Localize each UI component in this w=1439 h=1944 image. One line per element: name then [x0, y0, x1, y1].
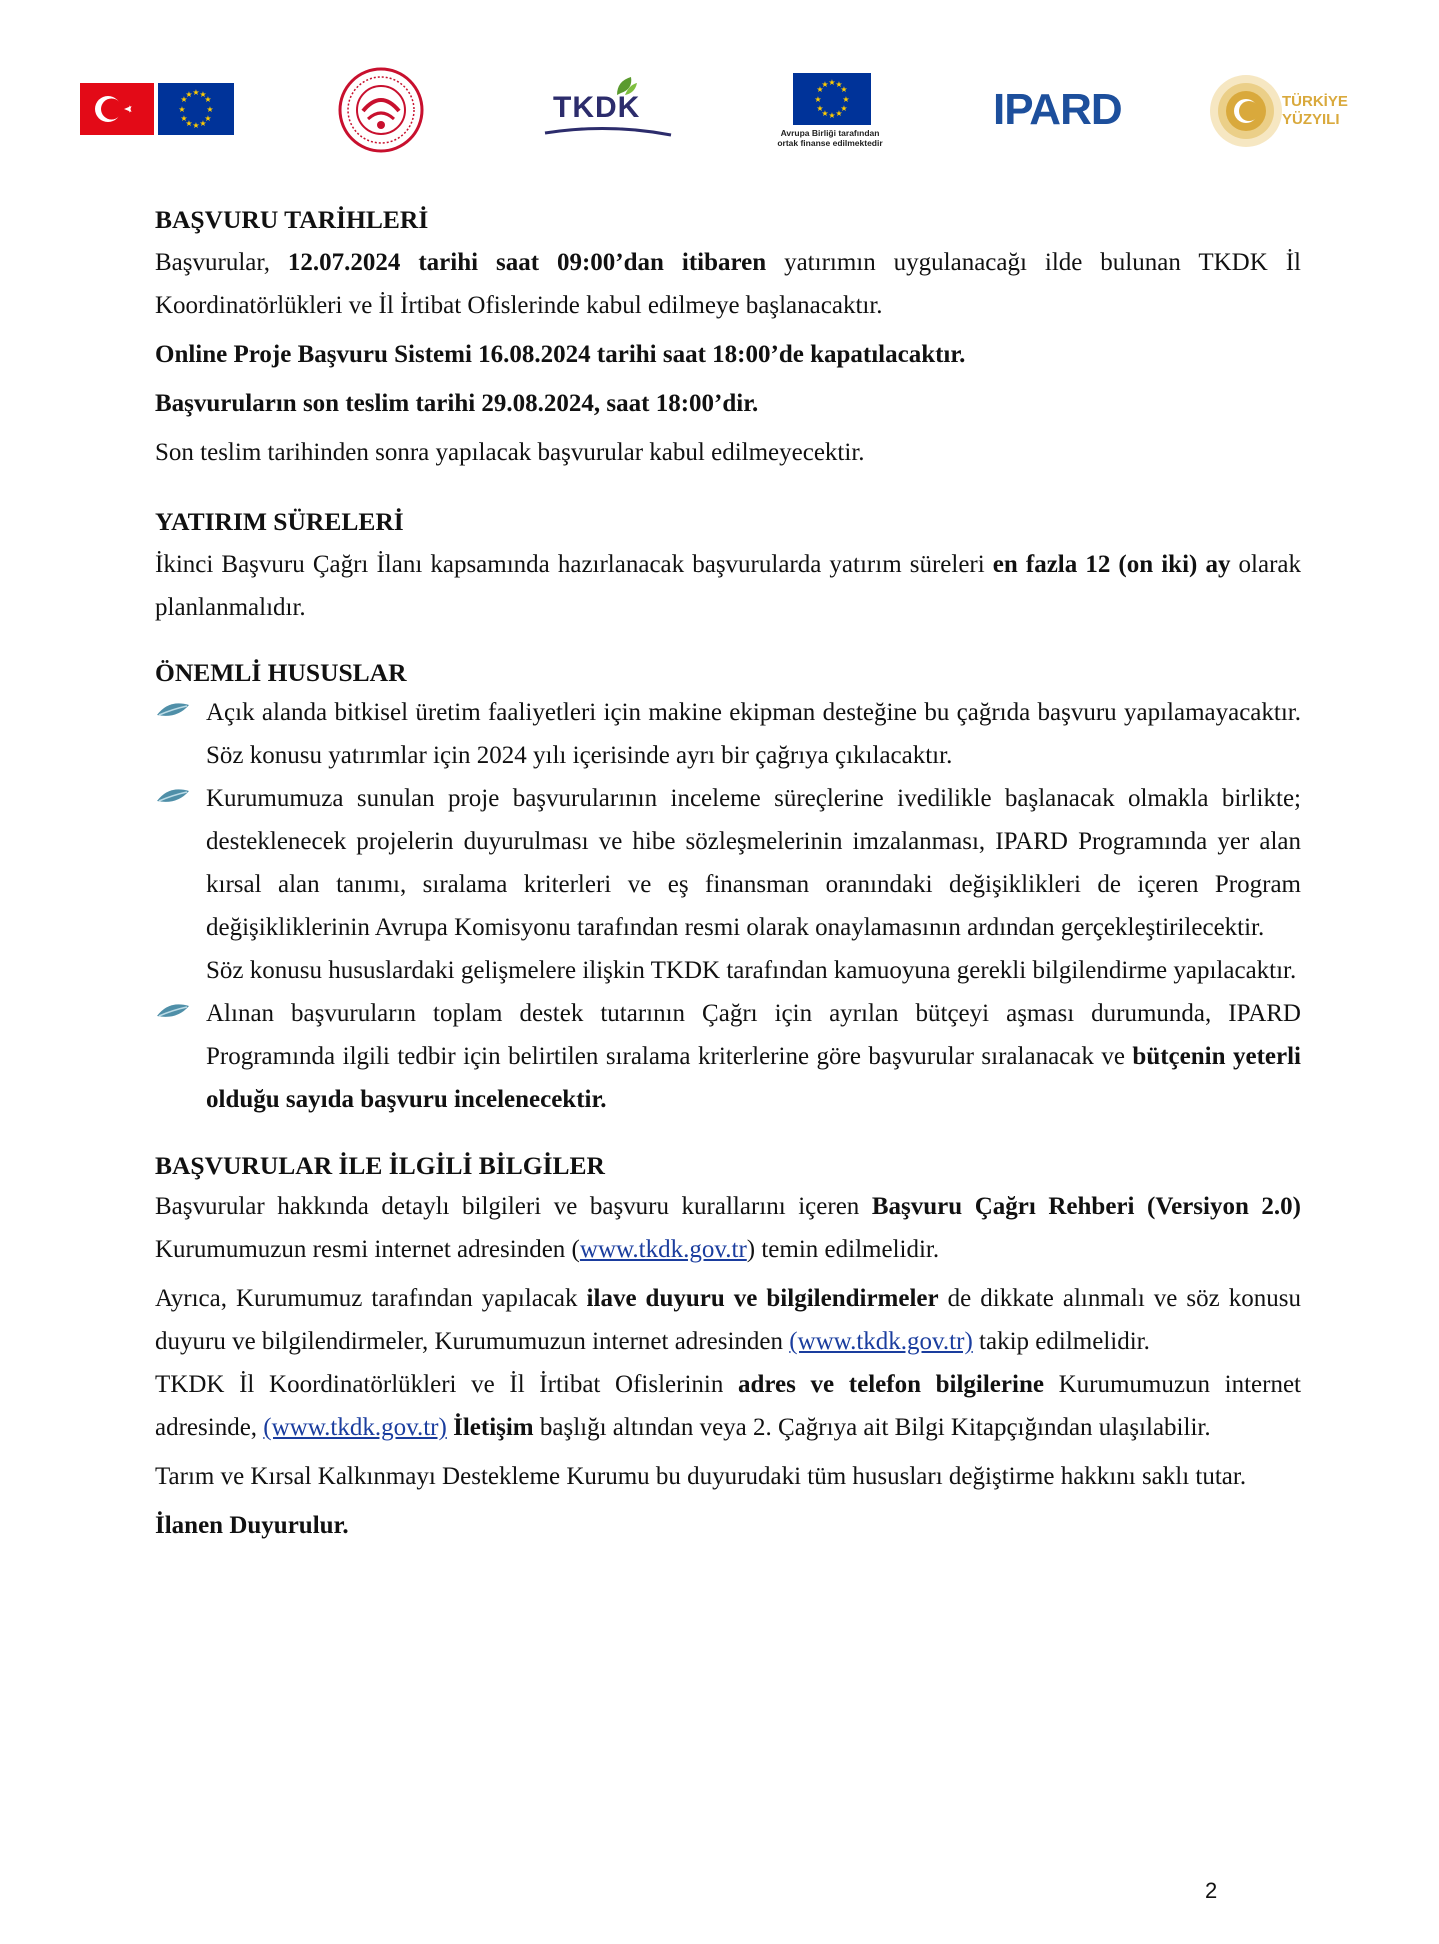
section-title-durations: YATIRIM SÜRELERİ: [155, 507, 404, 536]
svg-text:★: ★: [840, 85, 848, 94]
svg-text:★: ★: [816, 85, 824, 94]
bullet-item-3: Alınan başvuruların toplam destek tutarının Çağrı için ayrılan bütçeyi aşması durumunda, IPARD Programında ilgili tedbir için belirtilen sıralama kriterlerine göre başvurular sıralanacak ve bütçenin yeterli olduğu sayıda başvuru incelenecektir.: [155, 992, 1301, 1121]
section-title-info: BAŞVURULAR İLE İLGİLİ BİLGİLER: [155, 1151, 605, 1180]
dates-paragraph-4: Son teslim tarihinden sonra yapılacak başvurular kabul edilmeyecektir.: [155, 439, 865, 466]
ministry-seal-logo: [338, 67, 424, 153]
tkdk-logo: [543, 75, 673, 145]
century-sun-icon: [1208, 71, 1288, 151]
section-title-dates: BAŞVURU TARİHLERİ: [155, 205, 429, 234]
svg-text:★: ★: [180, 95, 188, 104]
century-text-line2: YÜZYILI: [1282, 111, 1340, 128]
svg-text:★: ★: [185, 90, 193, 99]
svg-text:★: ★: [814, 95, 822, 104]
eu-flag-icon: [793, 73, 871, 125]
svg-text:★: ★: [840, 104, 848, 113]
eu-caption-line1: Avrupa Birliği tarafından: [780, 128, 880, 138]
bullet-item-1: [155, 691, 1301, 777]
info-paragraph-3: TKDK İl Koordinatörlükleri ve İl İrtibat Ofislerinin adres ve telefon bilgilerine Kurumumuzun internet adresinde, (www.tkdk.gov.tr) İletişim başlığı altından veya 2. Çağrıya ait Bilgi Kitapçığından ulaşılabilir.: [155, 1371, 1301, 1441]
svg-text:★: ★: [204, 114, 212, 123]
leaf-bullet-icon: [155, 701, 191, 719]
eu-cofinanced-logo: [760, 73, 900, 153]
dates-paragraph-1: Başvurular, 12.07.2024 tarihi saat 09:00’dan itibaren yatırımın uygulanacağı ilde bulunan TKDK İl Koordinatörlükleri ve İl İrtibat Ofislerinde kabul edilmeye başlanacaktır.: [155, 249, 1301, 319]
info-paragraph-2: Ayrıca, Kurumumuz tarafından yapılacak ilave duyuru ve bilgilendirmeler de dikkate alınmalı ve söz konusu duyuru ve bilgilendirmeler, Kurumumuzun internet adresinden (www.tkdk.gov.tr) takip edilmelidir.: [155, 1285, 1301, 1355]
tkdk-swoosh-icon: [543, 125, 673, 139]
document-body: [155, 198, 1301, 1547]
svg-text:★: ★: [842, 95, 850, 104]
svg-text:★: ★: [192, 121, 200, 130]
logo-bar: [0, 55, 1439, 165]
svg-text:★: ★: [816, 104, 824, 113]
svg-text:★: ★: [178, 105, 186, 114]
bullet-item-2: [155, 777, 1301, 949]
tkdk-logo-text: TKDK: [553, 91, 641, 124]
svg-text:★: ★: [180, 114, 188, 123]
dates-paragraph-3: Başvuruların son teslim tarihi 29.08.2024, saat 18:00’dir.: [155, 390, 759, 417]
tkdk-website-link[interactable]: www.tkdk.gov.tr: [579, 1236, 747, 1263]
ipard-logo: IPARD: [993, 85, 1122, 134]
leaf-bullet-icon: [155, 787, 191, 805]
svg-text:★: ★: [199, 90, 207, 99]
tkdk-website-link[interactable]: (www.tkdk.gov.tr): [789, 1328, 973, 1355]
svg-text:★: ★: [835, 109, 843, 118]
svg-text:★: ★: [821, 109, 829, 118]
svg-text:★: ★: [828, 78, 836, 87]
svg-text:★: ★: [206, 105, 214, 114]
svg-text:★: ★: [821, 80, 829, 89]
svg-text:★: ★: [192, 88, 200, 97]
dates-paragraph-2: Online Proje Başvuru Sistemi 16.08.2024 tarihi saat 18:00’de kapatılacaktır.: [155, 341, 966, 368]
bullet-text-1: Açık alanda bitkisel üretim faaliyetleri için makine ekipman desteğine bu çağrıda başvuru yapılamayacaktır. Söz konusu yatırımlar için 2024 yılı içerisinde ayrı bir çağrıya çıkılacaktır.: [206, 699, 1301, 769]
svg-text:★: ★: [204, 95, 212, 104]
tkdk-website-link[interactable]: (www.tkdk.gov.tr): [263, 1414, 447, 1441]
closing-statement: İlanen Duyurulur.: [155, 1512, 349, 1539]
bullet-2-continuation: Söz konusu hususlardaki gelişmelere ilişkin TKDK tarafından kamuoyuna gerekli bilgilendirme yapılacaktır.: [206, 957, 1297, 984]
turkiye-yuzyili-logo: [1208, 71, 1368, 151]
page-number: 2: [1205, 1878, 1218, 1903]
turkey-eu-flags-logo: [80, 83, 234, 135]
leaf-bullet-icon: [155, 1002, 191, 1020]
eu-caption-line2: ortak finanse edilmektedir: [777, 138, 883, 148]
info-paragraph-4: Tarım ve Kırsal Kalkınmayı Destekleme Kurumu bu duyurudaki tüm hususları değiştirme hakkını saklı tutar.: [155, 1463, 1247, 1490]
century-text-line1: TÜRKİYE: [1282, 93, 1348, 110]
bullet-text-2: Kurumumuza sunulan proje başvurularının inceleme süreçlerine ivedilikle başlanacak olmakla birlikte; desteklenecek projelerin duyurulması ve hibe sözleşmelerinin imzalanması, IPARD Programında yer alan kırsal alan tanımı, sıralama kriterleri ve eş finansman oranındaki değişiklikleri de içeren Program değişikliklerinin Avrupa Komisyonu tarafından resmi olarak onaylamasının ardından gerçekleştirilecektir.: [206, 785, 1301, 941]
section-title-important: ÖNEMLİ HUSUSLAR: [155, 658, 407, 687]
svg-text:★: ★: [199, 119, 207, 128]
svg-text:★: ★: [828, 111, 836, 120]
svg-text:★: ★: [185, 119, 193, 128]
svg-text:★: ★: [835, 80, 843, 89]
durations-paragraph: İkinci Başvuru Çağrı İlanı kapsamında hazırlanacak başvurularda yatırım süreleri en fazla 12 (on iki) ay olarak planlanmalıdır.: [155, 551, 1302, 621]
info-paragraph-1: Başvurular hakkında detaylı bilgileri ve başvuru kurallarını içeren Başvuru Çağrı Rehberi (Versiyon 2.0) Kurumumuzun resmi internet adresinden (www.tkdk.gov.tr) temin edilmelidir.: [155, 1193, 1301, 1263]
